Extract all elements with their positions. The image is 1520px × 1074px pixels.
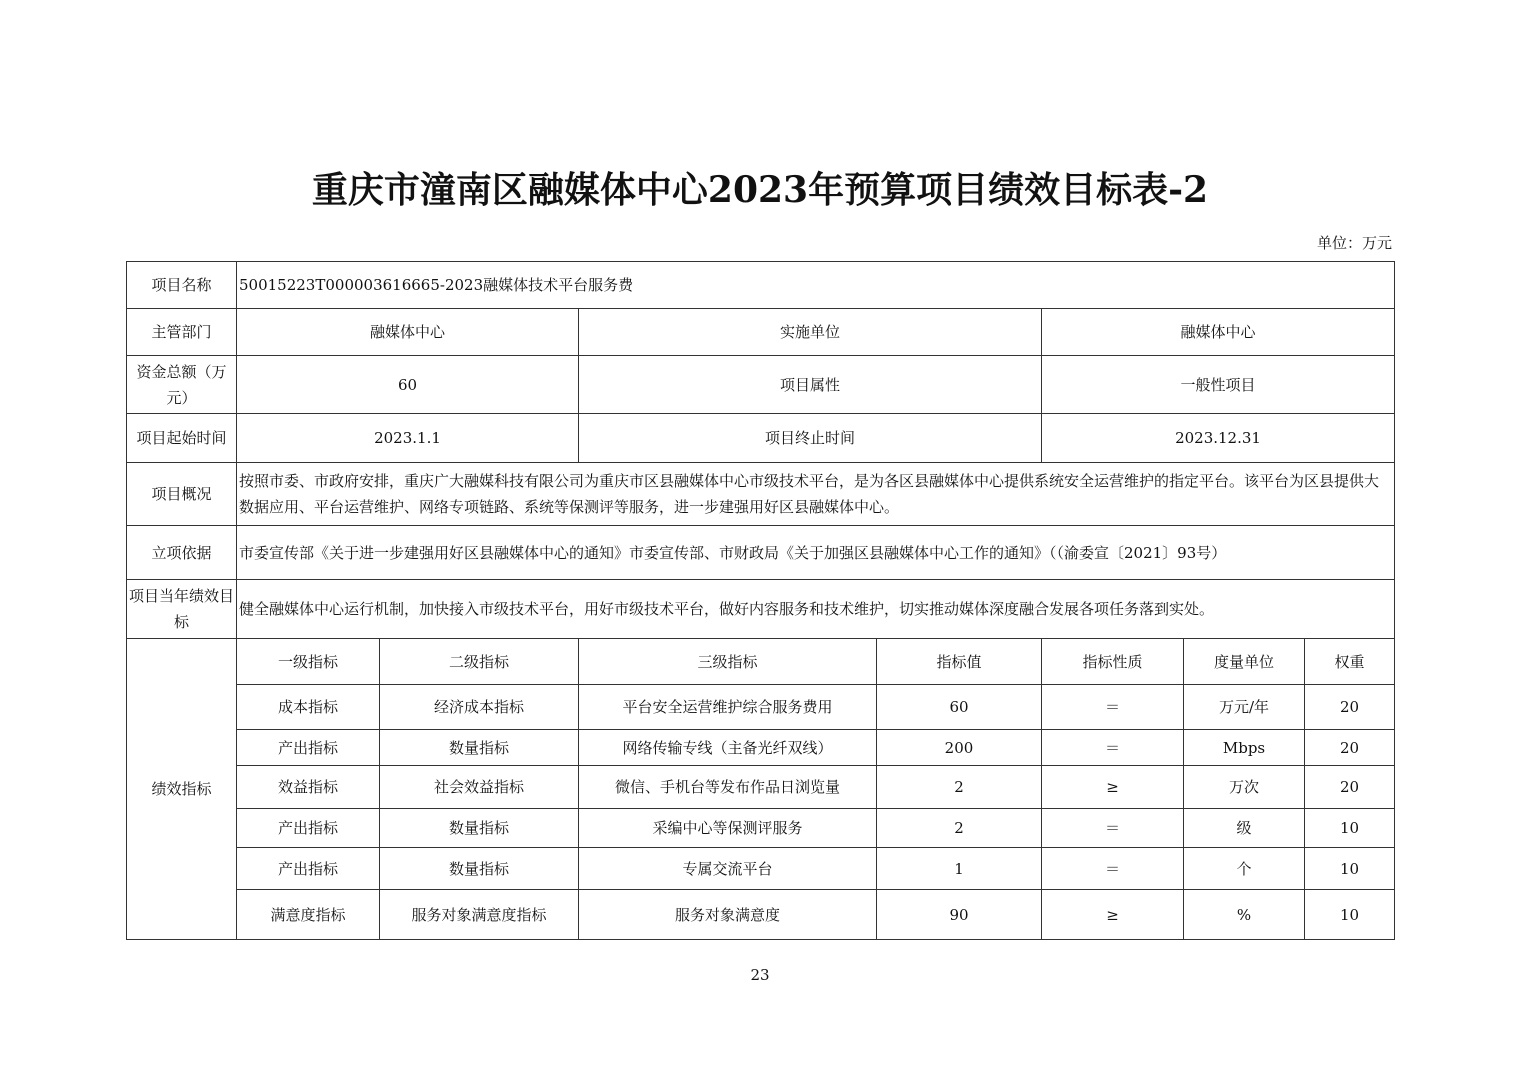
header-value: 指标值 <box>877 639 1042 685</box>
attr-label: 项目属性 <box>579 356 1042 414</box>
cell-level2: 数量指标 <box>380 809 579 848</box>
row-overview <box>127 463 1395 526</box>
cell-value: 60 <box>877 685 1042 730</box>
basis-label: 立项依据 <box>127 526 237 580</box>
table-row <box>127 730 1395 766</box>
goal-label: 项目当年绩效目标 <box>127 580 237 639</box>
start-value: 2023.1.1 <box>237 414 579 463</box>
impl-value: 融媒体中心 <box>1042 309 1395 356</box>
cell-unit: 万元/年 <box>1184 685 1305 730</box>
fund-label: 资金总额（万元） <box>127 356 237 414</box>
cell-value: 1 <box>877 848 1042 890</box>
cell-weight: 10 <box>1305 809 1395 848</box>
overview-value: 按照市委、市政府安排，重庆广大融媒科技有限公司为重庆市区县融媒体中心市级技术平台，是为各区县融媒体中心提供系统安全运营维护的指定平台。该平台为区县提供大数据应用、平台运营维护、网络专项链路、系统等保测评等服务，进一步建强用好区县融媒体中心。 <box>237 463 1395 526</box>
cell-level3: 平台安全运营维护综合服务费用 <box>579 685 877 730</box>
cell-weight: 20 <box>1305 766 1395 809</box>
header-unit: 度量单位 <box>1184 639 1305 685</box>
cell-nature: ≥ <box>1042 766 1184 809</box>
table-row <box>127 766 1395 809</box>
row-dept <box>127 309 1395 356</box>
end-value: 2023.12.31 <box>1042 414 1395 463</box>
page-number: 23 <box>750 966 770 984</box>
indicator-header-row <box>127 639 1395 685</box>
header-nature: 指标性质 <box>1042 639 1184 685</box>
cell-weight: 10 <box>1305 890 1395 940</box>
cell-value: 2 <box>877 766 1042 809</box>
cell-level2: 经济成本指标 <box>380 685 579 730</box>
table-row <box>127 685 1395 730</box>
row-project-name <box>127 262 1395 309</box>
cell-value: 90 <box>877 890 1042 940</box>
table-row <box>127 890 1395 940</box>
cell-nature: ＝ <box>1042 730 1184 766</box>
goal-value: 健全融媒体中心运行机制，加快接入市级技术平台，用好市级技术平台，做好内容服务和技术维护，切实推动媒体深度融合发展各项任务落到实处。 <box>237 580 1395 639</box>
table-row <box>127 809 1395 848</box>
cell-nature: ≥ <box>1042 890 1184 940</box>
dept-label: 主管部门 <box>127 309 237 356</box>
page-title: 重庆市潼南区融媒体中心2023年预算项目绩效目标表-2 <box>311 169 1209 211</box>
cell-nature: ＝ <box>1042 809 1184 848</box>
cell-level1: 效益指标 <box>237 766 380 809</box>
row-basis <box>127 526 1395 580</box>
start-label: 项目起始时间 <box>127 414 237 463</box>
cell-level1: 产出指标 <box>237 848 380 890</box>
cell-level3: 服务对象满意度 <box>579 890 877 940</box>
end-label: 项目终止时间 <box>579 414 1042 463</box>
attr-value: 一般性项目 <box>1042 356 1395 414</box>
cell-level2: 数量指标 <box>380 848 579 890</box>
cell-level3: 微信、手机台等发布作品日浏览量 <box>579 766 877 809</box>
impl-label: 实施单位 <box>579 309 1042 356</box>
table-row <box>127 848 1395 890</box>
fund-value: 60 <box>237 356 579 414</box>
row-fund <box>127 356 1395 414</box>
cell-level1: 满意度指标 <box>237 890 380 940</box>
cell-level1: 成本指标 <box>237 685 380 730</box>
cell-level3: 采编中心等保测评服务 <box>579 809 877 848</box>
cell-level1: 产出指标 <box>237 809 380 848</box>
basis-value: 市委宣传部《关于进一步建强用好区县融媒体中心的通知》市委宣传部、市财政局《关于加强区县融媒体中心工作的通知》（（渝委宣〔2021〕93号） <box>237 526 1395 580</box>
cell-level2: 数量指标 <box>380 730 579 766</box>
dept-value: 融媒体中心 <box>237 309 579 356</box>
indicators-section-label: 绩效指标 <box>127 639 237 940</box>
header-weight: 权重 <box>1305 639 1395 685</box>
cell-nature: ＝ <box>1042 848 1184 890</box>
overview-label: 项目概况 <box>127 463 237 526</box>
cell-level3: 网络传输专线（主备光纤双线） <box>579 730 877 766</box>
cell-unit: 级 <box>1184 809 1305 848</box>
cell-level1: 产出指标 <box>237 730 380 766</box>
cell-unit: Mbps <box>1184 730 1305 766</box>
row-time <box>127 414 1395 463</box>
cell-level2: 服务对象满意度指标 <box>380 890 579 940</box>
header-level2: 二级指标 <box>380 639 579 685</box>
name-label: 项目名称 <box>127 262 237 309</box>
cell-unit: 个 <box>1184 848 1305 890</box>
cell-weight: 20 <box>1305 685 1395 730</box>
cell-unit: 万次 <box>1184 766 1305 809</box>
cell-level3: 专属交流平台 <box>579 848 877 890</box>
cell-weight: 20 <box>1305 730 1395 766</box>
cell-nature: ＝ <box>1042 685 1184 730</box>
header-level1: 一级指标 <box>237 639 380 685</box>
cell-level2: 社会效益指标 <box>380 766 579 809</box>
performance-table <box>126 261 1395 940</box>
name-value: 50015223T000003616665-2023融媒体技术平台服务费 <box>237 262 1395 309</box>
cell-value: 200 <box>877 730 1042 766</box>
cell-value: 2 <box>877 809 1042 848</box>
cell-unit: % <box>1184 890 1305 940</box>
unit-label: 单位：万元 <box>1316 234 1392 252</box>
row-goal <box>127 580 1395 639</box>
header-level3: 三级指标 <box>579 639 877 685</box>
cell-weight: 10 <box>1305 848 1395 890</box>
